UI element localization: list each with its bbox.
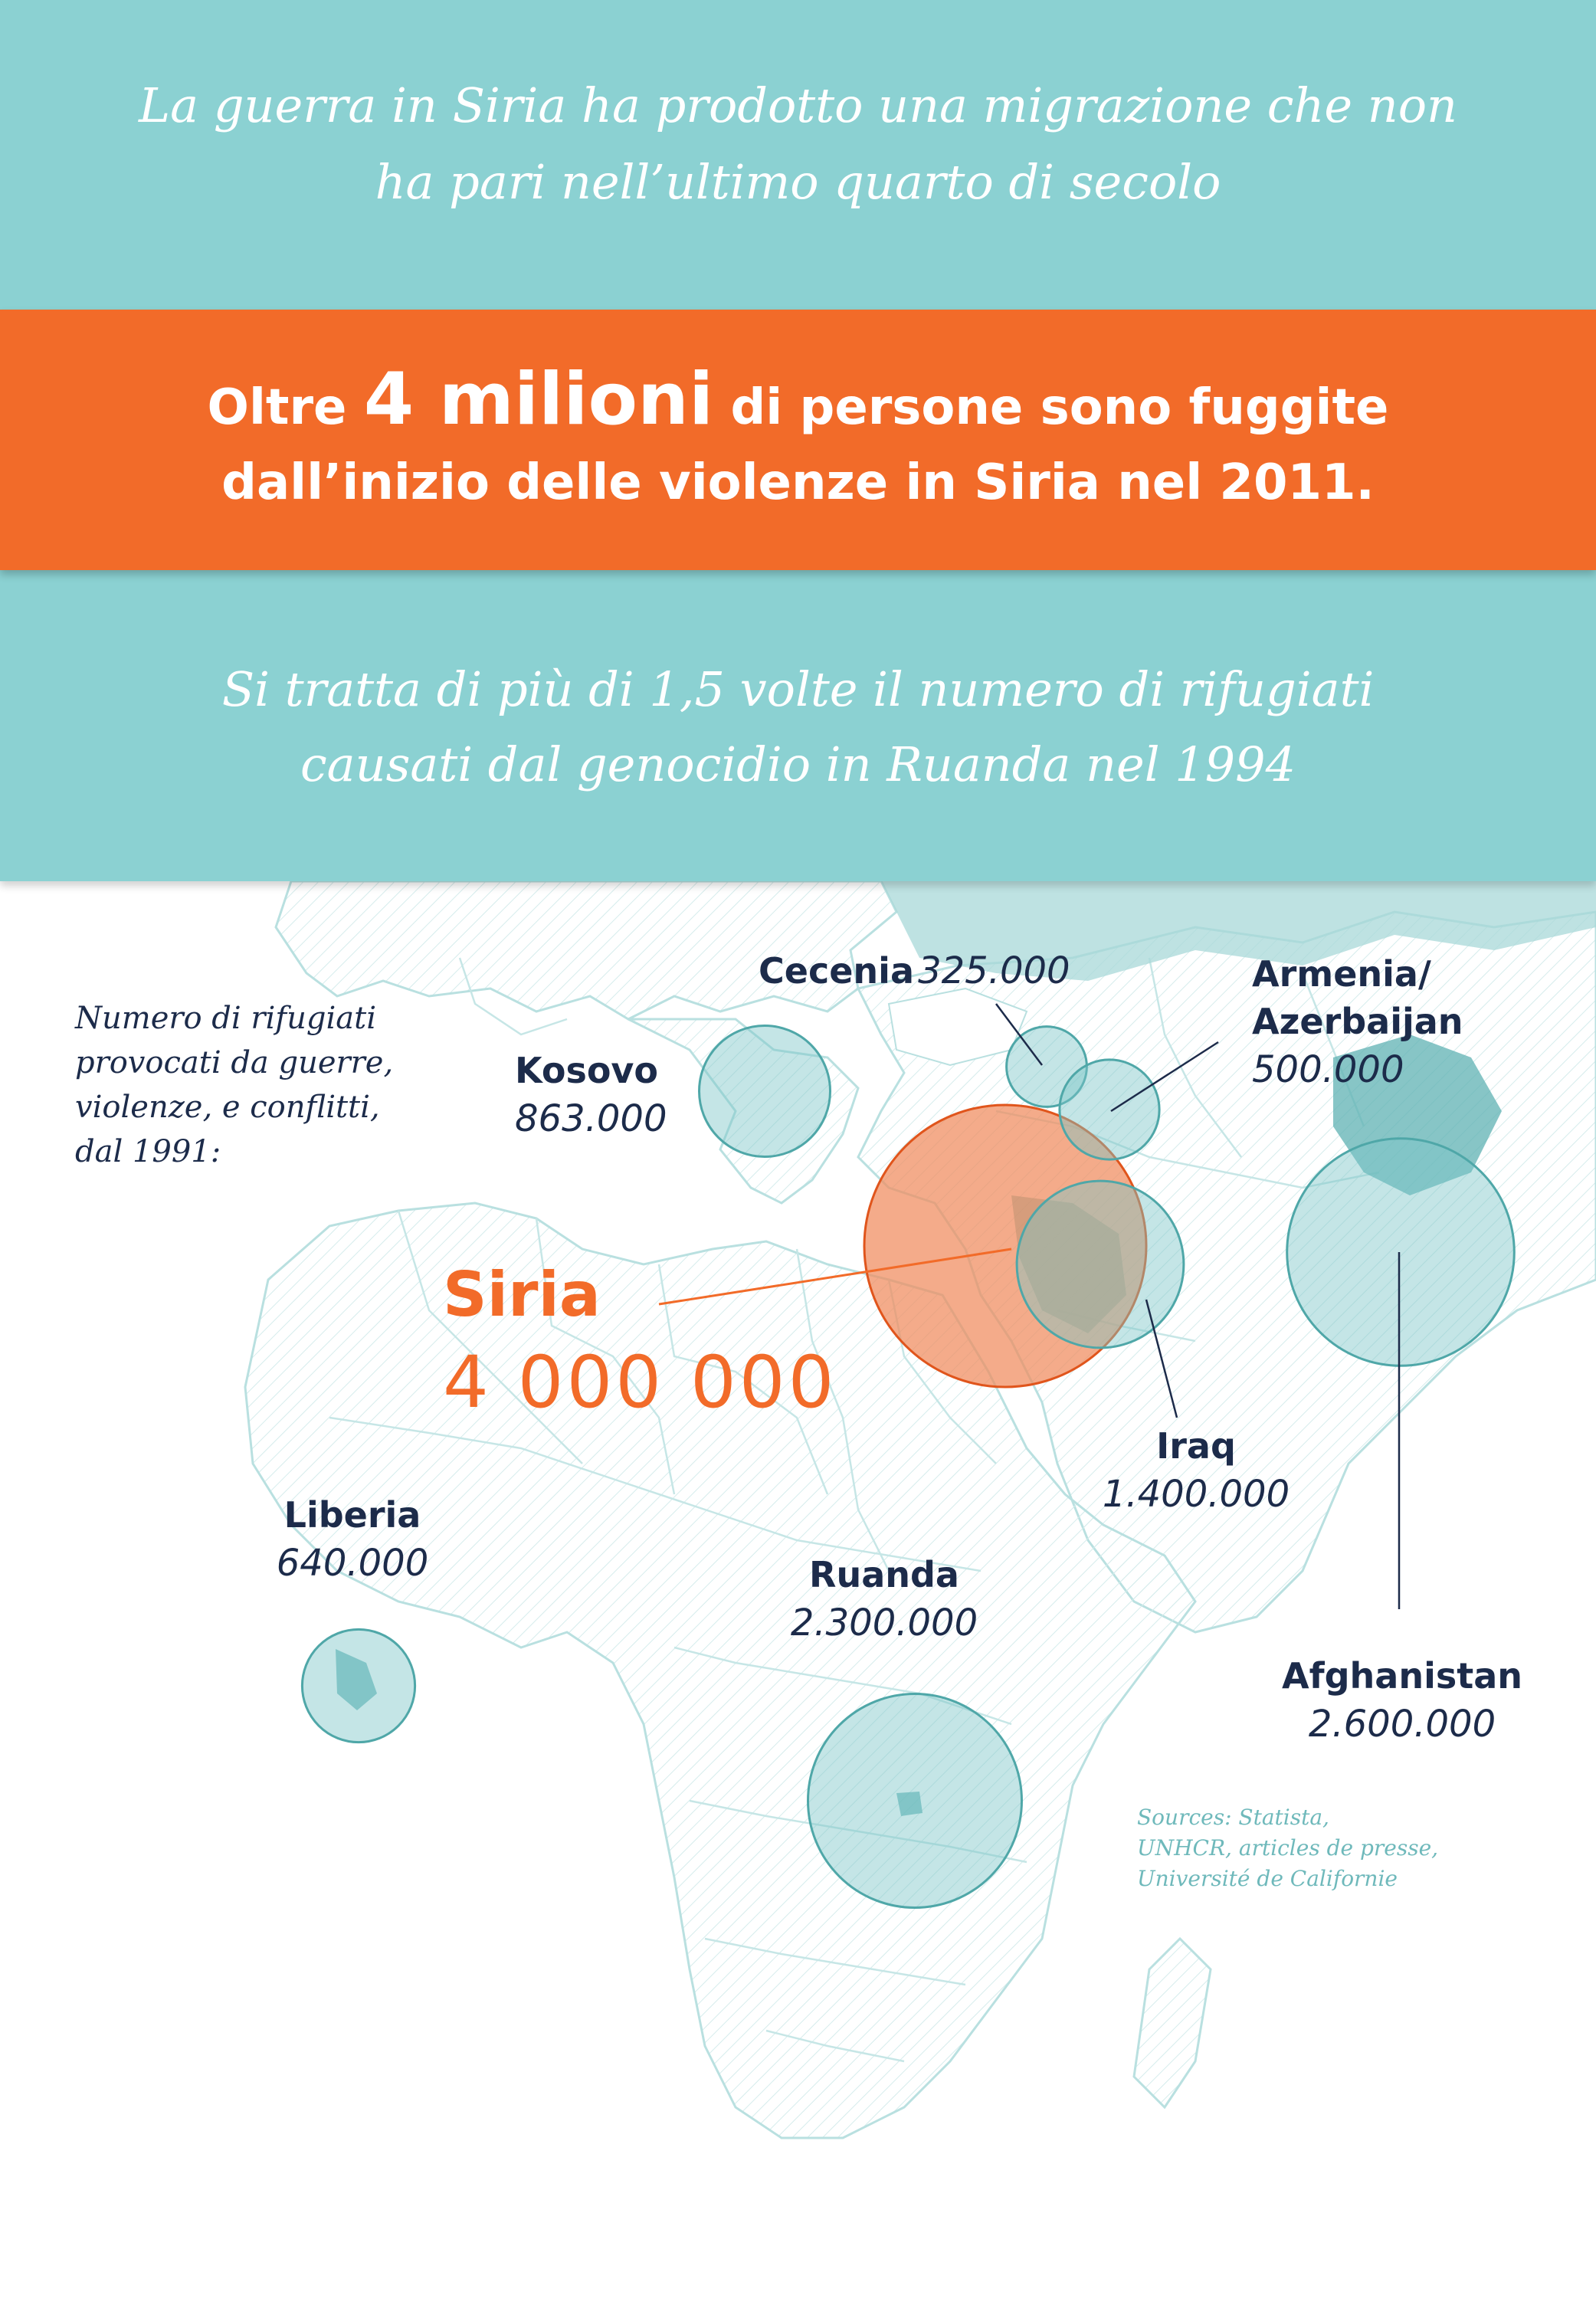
circle-armenia bbox=[1060, 1060, 1159, 1159]
circle-ruanda bbox=[808, 1694, 1022, 1908]
circle-kosovo bbox=[700, 1026, 831, 1157]
label-iraq-count: 1.400.000 bbox=[1102, 1473, 1290, 1516]
comparison-band bbox=[0, 570, 1596, 881]
headline-band bbox=[0, 310, 1596, 570]
intro-line-2: ha pari nell’ultimo quarto di secolo bbox=[375, 154, 1221, 210]
sources-line-3: Université de Californie bbox=[1137, 1866, 1398, 1891]
label-cecenia-count: 325.000 bbox=[918, 949, 1070, 992]
label-liberia-count: 640.000 bbox=[276, 1542, 429, 1585]
circle-liberia bbox=[302, 1629, 415, 1742]
label-afghanistan-country: Afghanistan bbox=[1281, 1655, 1522, 1697]
label-kosovo-country: Kosovo bbox=[515, 1050, 659, 1091]
circle-iraq bbox=[1017, 1181, 1184, 1348]
label-kosovo-count: 863.000 bbox=[515, 1097, 667, 1140]
label-ruanda-count: 2.300.000 bbox=[790, 1602, 978, 1644]
headline-part-1: Oltre bbox=[207, 379, 364, 436]
comparison-line-2: causati dal genocidio in Ruanda nel 1994 bbox=[300, 736, 1296, 792]
headline-highlight: 4 milioni bbox=[363, 358, 714, 441]
circle-afghanistan bbox=[1287, 1139, 1515, 1366]
label-armenia-count: 500.000 bbox=[1252, 1048, 1404, 1091]
headline-line-2: dall’inizio delle violenze in Siria nel 2011. bbox=[221, 454, 1375, 511]
sources-line-2: UNHCR, articles de presse, bbox=[1137, 1835, 1439, 1861]
label-iraq bbox=[1093, 1422, 1299, 1519]
label-armenia-country-2: Azerbaijan bbox=[1252, 1001, 1463, 1042]
label-siria bbox=[443, 1257, 837, 1433]
label-liberia-country: Liberia bbox=[283, 1494, 421, 1536]
label-siria-count: 4 000 000 bbox=[443, 1341, 837, 1425]
label-cecenia-country: Cecenia bbox=[759, 950, 914, 992]
label-siria-country: Siria bbox=[443, 1259, 601, 1330]
headline-part-2: di persone sono fuggite bbox=[713, 379, 1389, 436]
label-afghanistan bbox=[1264, 1652, 1540, 1749]
intro-line-1: La guerra in Siria ha prodotto una migrazione che non bbox=[139, 77, 1457, 133]
intro-band bbox=[0, 0, 1596, 310]
label-ruanda bbox=[769, 1551, 999, 1648]
label-armenia bbox=[1252, 950, 1463, 1094]
label-cecenia bbox=[759, 946, 1070, 995]
sources-line-1: Sources: Statista, bbox=[1137, 1805, 1329, 1830]
headline-line-1 bbox=[0, 358, 1596, 444]
label-armenia-country-1: Armenia/ bbox=[1252, 953, 1431, 995]
label-iraq-country: Iraq bbox=[1156, 1425, 1236, 1467]
comparison-line-1: Si tratta di più di 1,5 volte il numero di rifugiati bbox=[221, 661, 1375, 717]
label-liberia bbox=[262, 1491, 443, 1588]
label-afghanistan-count: 2.600.000 bbox=[1308, 1703, 1496, 1746]
label-kosovo bbox=[515, 1047, 667, 1143]
legend-note: Numero di rifugiati provocati da guerre, violenze, e conflitti, dal 1991: bbox=[75, 1001, 394, 1169]
sources bbox=[1137, 1802, 1438, 1894]
label-ruanda-country: Ruanda bbox=[809, 1554, 959, 1595]
